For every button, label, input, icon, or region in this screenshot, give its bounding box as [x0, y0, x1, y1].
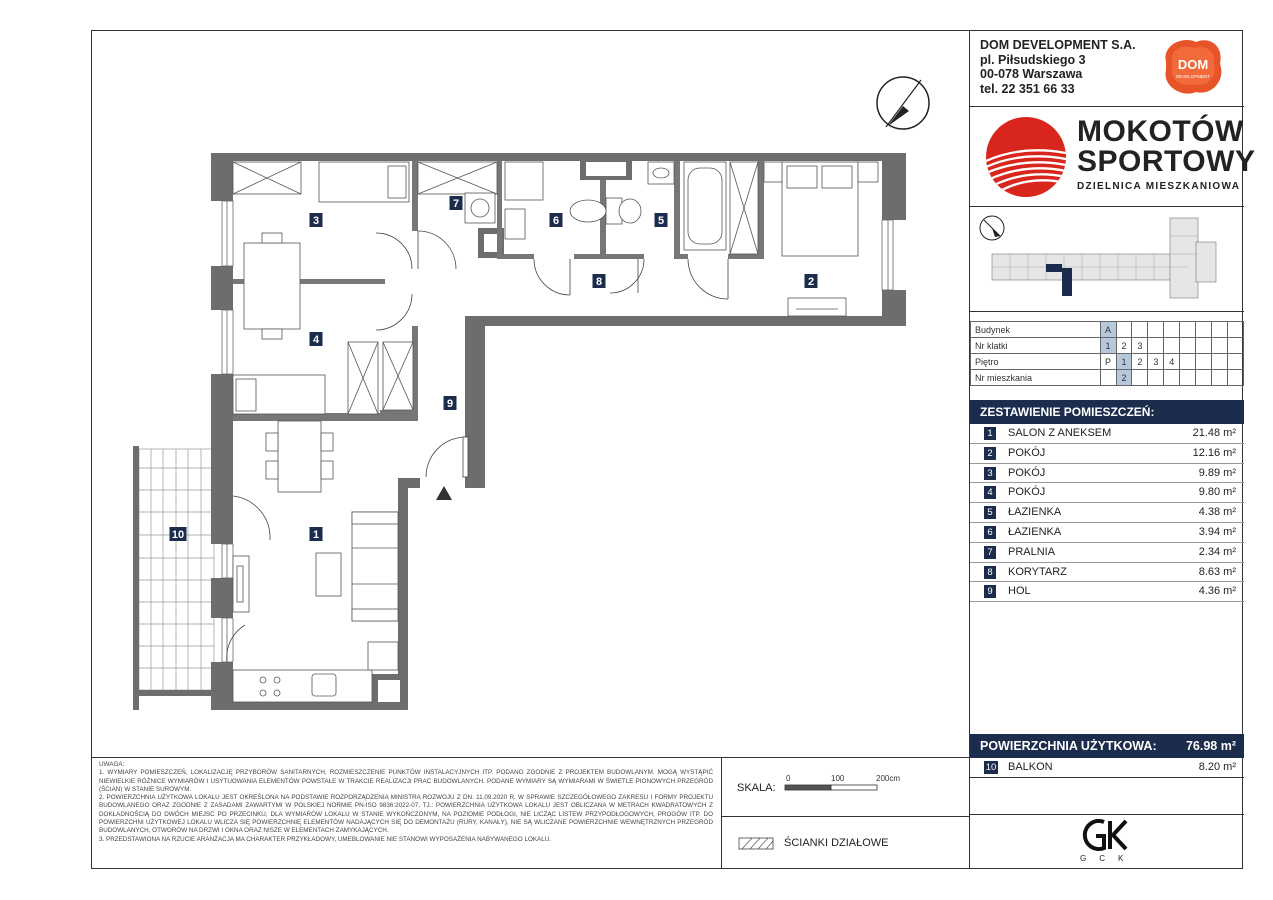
room-area: 9.89 m²: [1198, 466, 1236, 479]
location-grid-cell: [1180, 322, 1196, 338]
room-name: POKÓJ: [1008, 446, 1046, 459]
divider: [970, 814, 1244, 815]
svg-text:8: 8: [595, 276, 603, 288]
project-tagline: DZIELNICA MIESZKANIOWA: [1077, 181, 1241, 192]
room-area: 3.94 m²: [1198, 525, 1236, 538]
rooms-summary-list: [970, 424, 1244, 602]
location-grid-cell: [1196, 322, 1212, 338]
location-grid-cell: 1: [1116, 354, 1132, 370]
total-area-bar: [970, 734, 1244, 758]
project-name-line2: SPORTOWY: [1077, 145, 1256, 178]
location-grid-cell: [1132, 370, 1148, 386]
balcony-name: BALKON: [1008, 761, 1053, 773]
location-grid-cell: 3: [1148, 354, 1164, 370]
svg-text:DEVELOPMENT: DEVELOPMENT: [1175, 74, 1211, 79]
note-2: 2. POWIERZCHNIA UŻYTKOWA LOKALU JEST OKREŚLONA NA PODSTAWIE ROZPORZĄDZENIA MINISTRA ROZWOJU Z DN. 11.09.2020 R. W SPRAWIE SZCZEGÓŁOWEGO ZAKRESU I FORMY PROJEKTU BUDOWLANEGO ORAZ ZGODNIE Z ZASADAMI ZAWARTYMI W POLSKIEJ NORMIE PN-ISO 9836:2022-07, TJ.: POWIERZCHNIA UŻYTKOWA LOKALU JEST OBLICZANA W METRACH KWADRATOWYCH Z DOKŁADNOŚCIĄ DO DWÓCH MIEJSC PO PRZECINKU, DLA WYMIARÓW LOKALU W STANIE WYKOŃCZONYM, NA POZIOMIE PODŁOGI, NIE LICZĄC LISTEW PRZYPODŁOGOWYCH, PROGÓW ITP. DO POWIERZCHNI UŻYTKOWEJ LOKALU WLICZA SIĘ POWIERZCHNIĘ ELEMENTÓW NADAJĄCYCH SIĘ DO DEMONTAŻU (RURY, KANAŁY), NIE SĄ WLICZANE POWIERZCHNIE WEWNĘTRZNYCH PRZEGRÓD BUDOWLANYCH, OTWORÓW NA DRZWI I OKNA ORAZ NISZE W ELEMENTACH ZAMYKAJĄCYCH.: [99, 794, 713, 835]
balcony-area: 8.20 m²: [1198, 761, 1236, 773]
location-grid-cell: [1180, 354, 1196, 370]
svg-text:4: 4: [312, 334, 320, 346]
room-badge-2: [805, 274, 818, 288]
note-1: 1. WYMIARY POMIESZCZEŃ, LOKALIZACJĘ PRZYBORÓW SANITARNYCH, ROZMIESZCZENIE PUNKTÓW INSTALACYJNYCH ITP. PODANO ZGODNIE Z PROJEKTEM BUDOWLANYM. MOGĄ WYSTĄPIĆ NIEWIELKIE RÓŻNICE WYMIARÓW I USYTUOWANIA ELEMENTÓW POWSTAŁE W TRAKCIE REALIZACJI PRAC BUDOWLANYCH. PODANE WYMIARY SĄ WYMIARAMI W ŚWIETLE PIONOWYCH PRZEGRÓD (ŚCIAN) W STANIE SUROWYM.: [99, 769, 713, 793]
gck-logo-icon: [1082, 818, 1132, 852]
scale-label: SKALA:: [737, 782, 776, 794]
room-number: 4: [984, 486, 996, 499]
svg-text:7: 7: [452, 198, 460, 210]
location-grid-cell: [1180, 338, 1196, 354]
location-grid-label: Nr mieszkania: [971, 370, 1101, 386]
project-name-line1: MOKOTÓW: [1077, 115, 1244, 148]
building-key-plan: [970, 206, 1244, 310]
location-grid-cell: 2: [1132, 354, 1148, 370]
location-grid-cell: [1164, 370, 1180, 386]
room-row: [970, 444, 1244, 464]
room-area: 4.38 m²: [1198, 506, 1236, 519]
room-row: [970, 582, 1244, 602]
room-number: 6: [984, 526, 996, 539]
location-grid-cell: [1227, 322, 1243, 338]
svg-text:5: 5: [657, 215, 665, 227]
divider: [970, 106, 1244, 107]
location-grid-cell: [1227, 354, 1243, 370]
scale-bar: [784, 784, 884, 792]
notes-section: [91, 757, 722, 869]
location-grid-cell: [1212, 322, 1228, 338]
balcony-tiles: [139, 449, 214, 690]
total-area-value: 76.98 m²: [1185, 739, 1236, 753]
svg-text:2: 2: [807, 276, 815, 288]
room-number: 3: [984, 467, 996, 480]
room-number: 9: [984, 585, 996, 598]
mokotow-sportowy-logo-icon: [984, 115, 1068, 199]
developer-address: [980, 38, 1136, 96]
scale-legend-section: [722, 757, 969, 869]
room-row: [970, 523, 1244, 543]
architect-name: GCK: [1080, 854, 1137, 863]
svg-text:DOM: DOM: [1177, 57, 1209, 72]
divider: [722, 816, 969, 817]
room-badge-6: [550, 213, 563, 227]
room-row: [970, 543, 1244, 563]
svg-text:9: 9: [446, 398, 454, 410]
room-name: POKÓJ: [1008, 466, 1046, 479]
dom-development-logo: [1158, 36, 1228, 98]
room-area: 12.16 m²: [1192, 446, 1236, 459]
svg-text:3: 3: [312, 215, 320, 227]
location-grid-cell: [1116, 322, 1132, 338]
location-grid-label: Nr klatki: [971, 338, 1101, 354]
location-grid-row: [971, 338, 1244, 354]
location-grid-cell: [1164, 338, 1180, 354]
partition-walls-legend: ŚCIANKI DZIAŁOWE: [784, 837, 889, 849]
location-grid-row: [971, 370, 1244, 386]
room-number: 5: [984, 506, 996, 519]
location-grid-cell: 4: [1164, 354, 1180, 370]
location-grid-cell: 1: [1100, 338, 1116, 354]
location-grid-row: [971, 354, 1244, 370]
location-grid-cell: P: [1100, 354, 1116, 370]
room-row: [970, 563, 1244, 583]
svg-text:1: 1: [312, 529, 320, 541]
partition-wall-hatch-icon: [738, 837, 774, 851]
developer-street: pl. Piłsudskiego 3: [980, 52, 1086, 67]
rooms-summary-header: ZESTAWIENIE POMIESZCZEŃ:: [970, 400, 1244, 424]
developer-name: DOM DEVELOPMENT S.A.: [980, 38, 1136, 52]
svg-text:10: 10: [171, 529, 185, 541]
scale-tick-200: 200cm: [876, 774, 901, 783]
total-area-label: POWIERZCHNIA UŻYTKOWA:: [980, 739, 1157, 753]
balcony-number: 10: [985, 762, 997, 773]
room-name: SALON Z ANEKSEM: [1008, 427, 1112, 439]
location-grid-cell: [1100, 370, 1116, 386]
room-row: [970, 464, 1244, 484]
developer-phone: tel. 22 351 66 33: [980, 81, 1075, 96]
room-row: [970, 424, 1244, 444]
info-panel: [969, 30, 1256, 869]
room-number: 8: [984, 566, 996, 579]
room-name: HOL: [1008, 585, 1031, 598]
room-number: 2: [984, 447, 996, 460]
location-grid-cell: [1196, 370, 1212, 386]
room-area: 2.34 m²: [1198, 545, 1236, 558]
divider: [970, 311, 1244, 312]
location-grid-cell: [1148, 338, 1164, 354]
scale-tick-100: 100: [831, 774, 845, 783]
mini-north-arrow-icon: [980, 216, 1004, 240]
north-arrow-icon: [877, 77, 929, 129]
note-3: 3. PRZEDSTAWIONA NA RZUCIE ARANŻACJA MA CHARAKTER PRZYKŁADOWY, UMEBLOWANIE NIE STANOWI WYPOSAŻENIA NABYWANEGO LOKALU.: [99, 835, 552, 843]
room-badge-4: [310, 332, 323, 346]
notes-heading: UWAGA:: [99, 761, 125, 768]
furniture: [233, 162, 878, 702]
scale-tick-0: 0: [786, 774, 791, 783]
room-badge-1: [310, 527, 323, 541]
room-badge-9: [444, 396, 457, 410]
entrance-arrow-icon: [436, 486, 452, 500]
room-area: 4.36 m²: [1198, 585, 1236, 598]
location-grid-cell: 2: [1116, 338, 1132, 354]
room-badge-7: [450, 196, 463, 210]
location-grid-cell: [1227, 370, 1243, 386]
location-grid-cell: 2: [1116, 370, 1132, 386]
location-grid-cell: [1180, 370, 1196, 386]
room-badge-8: [593, 274, 606, 288]
room-name: KORYTARZ: [1008, 565, 1067, 578]
location-grid-cell: A: [1100, 322, 1116, 338]
room-name: POKÓJ: [1008, 486, 1046, 499]
location-grid-cell: [1212, 338, 1228, 354]
location-grid-cell: [1212, 354, 1228, 370]
location-grid-cell: [1148, 322, 1164, 338]
location-grid-cell: 3: [1132, 338, 1148, 354]
location-grid-cell: [1196, 354, 1212, 370]
room-badge-5: [655, 213, 668, 227]
location-grid-cell: [1148, 370, 1164, 386]
svg-text:6: 6: [552, 215, 560, 227]
location-grid-cell: [1212, 370, 1228, 386]
room-badge-10: [170, 527, 187, 541]
room-number: 7: [984, 546, 996, 559]
location-grid: [970, 321, 1244, 386]
location-grid-cell: [1196, 338, 1212, 354]
location-grid-cell: [1132, 322, 1148, 338]
room-area: 21.48 m²: [1192, 427, 1236, 439]
location-grid-label: Piętro: [971, 354, 1101, 370]
room-row: [970, 503, 1244, 523]
room-badge-3: [310, 213, 323, 227]
balcony-row: [970, 758, 1244, 778]
room-name: PRALNIA: [1008, 545, 1056, 558]
room-row: [970, 483, 1244, 503]
room-area: 9.80 m²: [1198, 486, 1236, 499]
location-grid-label: Budynek: [971, 322, 1101, 338]
room-area: 8.63 m²: [1198, 565, 1236, 578]
room-name: ŁAZIENKA: [1008, 525, 1062, 538]
location-grid-row: [971, 322, 1244, 338]
room-number: 1: [984, 427, 996, 440]
location-grid-cell: [1164, 322, 1180, 338]
location-grid-cell: [1227, 338, 1243, 354]
developer-city: 00-078 Warszawa: [980, 67, 1083, 81]
room-name: ŁAZIENKA: [1008, 506, 1062, 519]
